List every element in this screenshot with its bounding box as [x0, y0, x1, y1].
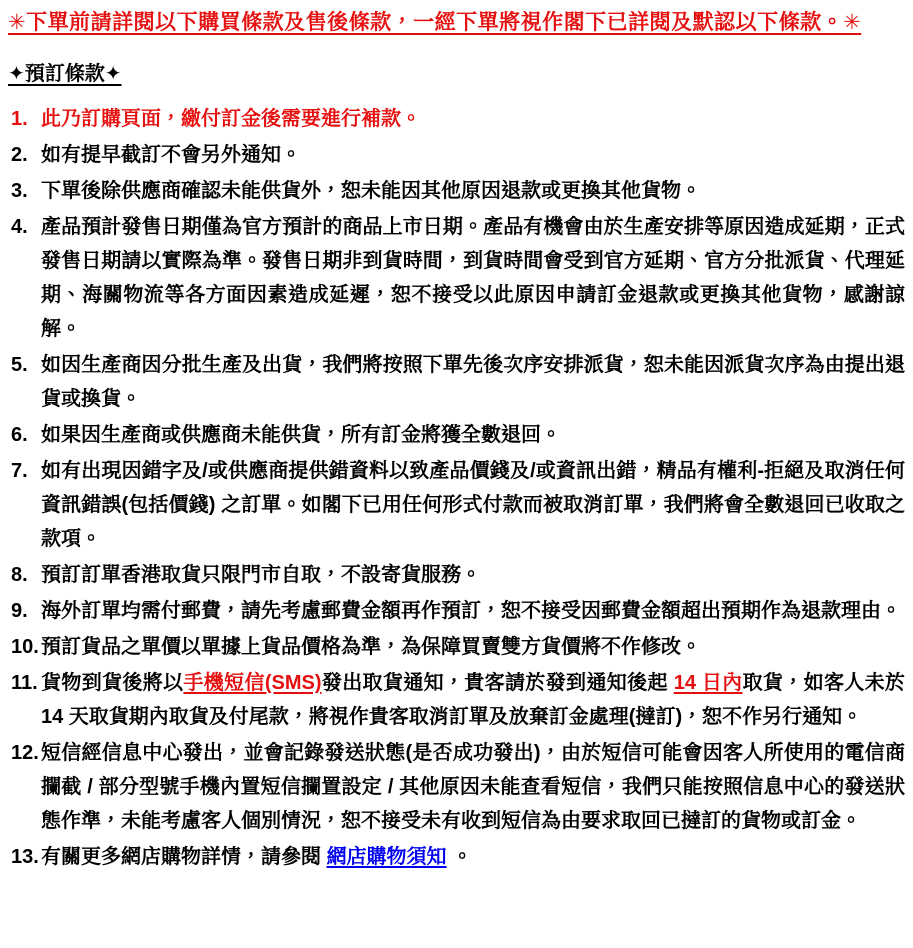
term-segment: 如有出現因錯字及/或供應商提供錯資料以致產品價錢及/或資訊出錯，精品有權利-拒絕及取消任何資訊錯誤(包括價錢) 之訂單。如閣下已用任何形式付款而被取消訂單，我們將會全數退回已收取之款項。 — [41, 460, 905, 550]
terms-list — [8, 102, 905, 874]
term-item — [8, 454, 905, 556]
term-text — [41, 636, 701, 658]
term-text — [41, 460, 905, 550]
term-number: 10. — [11, 636, 39, 658]
term-segment: 海外訂單均需付郵費，請先考慮郵費金額再作預訂，恕不接受因郵費金額超出預期作為退款理由。 — [41, 600, 901, 622]
term-segment: 此乃訂購頁面，繳付訂金後需要進行補款。 — [41, 108, 421, 130]
term-number: 5. — [11, 354, 28, 376]
term-text — [41, 564, 481, 586]
term-segment: 如果因生產商或供應商未能供貨，所有訂金將獲全數退回。 — [41, 424, 561, 446]
term-text — [41, 216, 905, 340]
term-segment: 產品預計發售日期僅為官方預計的商品上市日期。產品有機會由於生產安排等原因造成延期，正式發售日期請以實際為準。發售日期非到貨時間，到貨時間會受到官方延期、官方分批派貨、代理延期、海關物流等各方面因素造成延遲，恕不接受以此原因申請訂金退款或更換其他貨物，感謝諒解。 — [41, 216, 905, 340]
term-segment: 如因生產商因分批生產及出貨，我們將按照下單先後次序安排派貨，恕未能因派貨次序為由提出退貨或換貨。 — [41, 354, 905, 410]
term-number: 13. — [11, 846, 39, 868]
term-item — [8, 418, 905, 452]
term-segment: 如有提早截訂不會另外通知。 — [41, 144, 301, 166]
term-number: 2. — [11, 144, 28, 166]
term-text — [41, 600, 901, 622]
term-segment: 預訂訂單香港取貨只限門市自取，不設寄貨服務。 — [41, 564, 481, 586]
pre-order-notice-banner: ✳下單前請詳閱以下購買條款及售後條款，一經下單將視作閣下已詳閱及默認以下條款。✳ — [8, 11, 862, 34]
pickup-deadline-emphasis: 14 日內 — [673, 672, 743, 694]
term-number: 7. — [11, 460, 28, 482]
term-item — [8, 174, 905, 208]
term-segment: 發出取貨通知，貴客請於發到通知後起 — [321, 672, 674, 694]
term-item — [8, 210, 905, 346]
section-title-preorder-terms: ✦預訂條款✦ — [8, 63, 122, 85]
term-segment: 預訂貨品之單價以單據上貨品價格為準，為保障買賣雙方貨價將不作修改。 — [41, 636, 701, 658]
term-text — [41, 354, 905, 410]
term-text — [41, 424, 561, 446]
term-number: 8. — [11, 564, 28, 586]
term-item — [8, 138, 905, 172]
term-text — [41, 846, 472, 868]
term-number: 6. — [11, 424, 28, 446]
term-item — [8, 594, 905, 628]
term-text — [41, 672, 905, 728]
term-number: 11. — [11, 672, 38, 694]
term-segment: 取貨，如客人未於 14 天取貨期內取貨及付尾款，將視作貴客取消訂單及放棄訂金處理(撻訂)，恕不作另行通知。 — [41, 672, 906, 728]
term-segment: 短信經信息中心發出，並會記錄發送狀態(是否成功發出)，由於短信可能會因客人所使用的電信商攔截 / 部分型號手機內置短信攔置設定 / 其他原因未能查看短信，我們只能按照信息中心的發送狀態作準，未能考慮客人個別情況，恕不接受未有收到短信為由要求取回已撻訂的貨物或訂金。 — [41, 742, 905, 832]
term-item — [8, 840, 905, 874]
term-segment: 下單後除供應商確認未能供貨外，恕未能因其他原因退款或更換其他貨物。 — [41, 180, 701, 202]
term-number: 3. — [11, 180, 28, 202]
term-segment: 貨物到貨後將以 — [41, 672, 184, 694]
term-text — [41, 180, 701, 202]
term-item — [8, 630, 905, 664]
term-segment: 。 — [446, 846, 473, 868]
term-number: 9. — [11, 600, 28, 622]
term-item — [8, 666, 905, 734]
term-item — [8, 102, 905, 136]
term-segment: 有關更多網店購物詳情，請參閱 — [41, 846, 327, 868]
term-item — [8, 348, 905, 416]
term-text — [41, 742, 905, 832]
sms-notice-emphasis: 手機短信(SMS) — [183, 672, 322, 694]
term-text — [41, 108, 421, 130]
term-item — [8, 558, 905, 592]
term-number: 4. — [11, 216, 28, 238]
store-shopping-guide-link[interactable]: 網店購物須知 — [326, 846, 447, 868]
term-text — [41, 144, 301, 166]
term-item — [8, 736, 905, 838]
term-number: 1. — [11, 108, 28, 130]
term-number: 12. — [11, 742, 39, 764]
